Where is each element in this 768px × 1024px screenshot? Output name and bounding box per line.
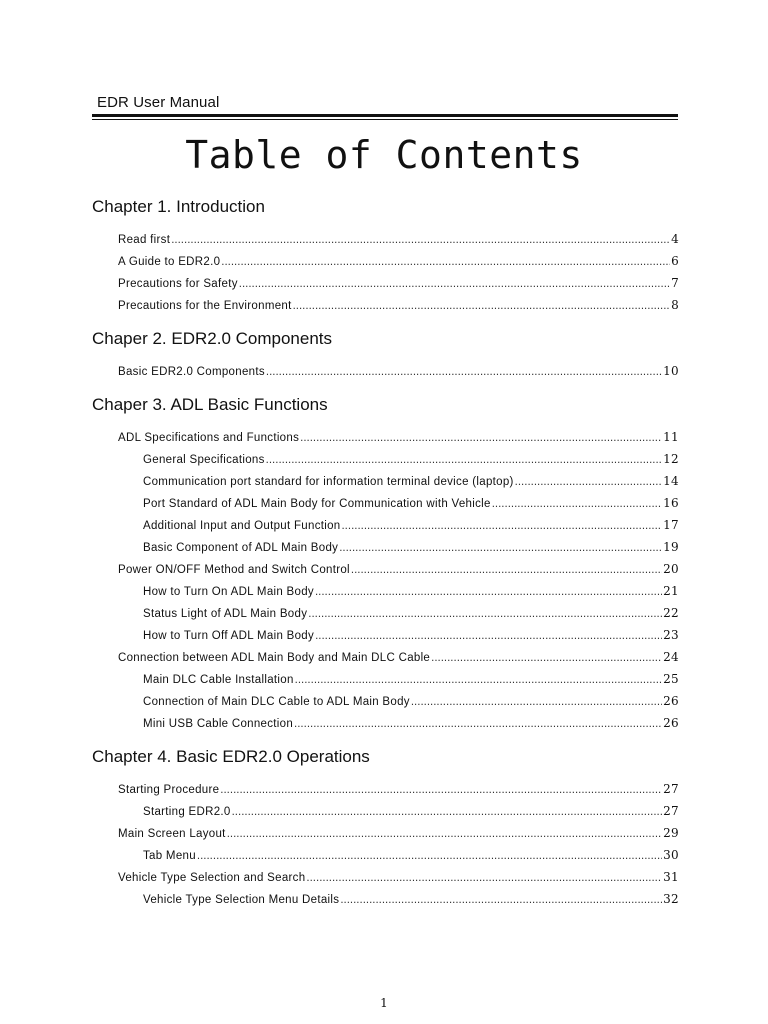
toc-entry-page: 4 xyxy=(671,232,679,246)
dot-leader xyxy=(351,559,662,581)
toc-entry[interactable] xyxy=(92,492,679,514)
toc-entry-title: Starting Procedure xyxy=(118,784,220,796)
toc-entry[interactable] xyxy=(92,250,679,272)
dot-leader xyxy=(339,537,662,559)
dot-leader xyxy=(431,647,662,669)
toc-entry-page: 31 xyxy=(663,870,679,884)
table-of-contents xyxy=(92,196,679,922)
toc-entry-title: Main DLC Cable Installation xyxy=(143,674,294,686)
toc-entry-page: 19 xyxy=(663,540,679,554)
toc-entry[interactable] xyxy=(92,448,679,470)
toc-entry[interactable] xyxy=(92,822,679,844)
toc-entry-page: 25 xyxy=(663,672,679,686)
toc-entry-page: 17 xyxy=(663,518,679,532)
toc-entry[interactable] xyxy=(92,470,679,492)
toc-entry-title: Port Standard of ADL Main Body for Communication with Vehicle xyxy=(143,498,491,510)
dot-leader xyxy=(220,779,662,801)
dot-leader xyxy=(340,889,662,911)
dot-leader xyxy=(232,801,663,823)
toc-chapter xyxy=(92,328,679,382)
toc-entry-title: Power ON/OFF Method and Switch Control xyxy=(118,564,350,576)
toc-entry-page: 26 xyxy=(663,716,679,730)
toc-entry-title: Basic Component of ADL Main Body xyxy=(143,542,339,554)
toc-entry[interactable] xyxy=(92,690,679,712)
toc-entry-page: 16 xyxy=(663,496,679,510)
dot-leader xyxy=(315,625,662,647)
toc-entry[interactable] xyxy=(92,294,679,316)
toc-entry[interactable] xyxy=(92,844,679,866)
dot-leader xyxy=(227,823,662,845)
toc-entry[interactable] xyxy=(92,602,679,624)
dot-leader xyxy=(294,713,662,735)
toc-entry-page: 10 xyxy=(663,364,679,378)
toc-entry-title: Main Screen Layout xyxy=(118,828,226,840)
dot-leader xyxy=(295,669,662,691)
toc-entry-page: 32 xyxy=(663,892,679,906)
toc-entry-title: Connection of Main DLC Cable to ADL Main Body xyxy=(143,696,410,708)
toc-entry-page: 27 xyxy=(663,782,679,796)
toc-entry[interactable] xyxy=(92,558,679,580)
toc-entry-page: 23 xyxy=(663,628,679,642)
toc-entry-page: 29 xyxy=(663,826,679,840)
toc-entry[interactable] xyxy=(92,514,679,536)
toc-entry-page: 24 xyxy=(663,650,679,664)
toc-entry-page: 7 xyxy=(671,276,679,290)
toc-entry-title: A Guide to EDR2.0 xyxy=(118,256,221,268)
dot-leader xyxy=(197,845,662,867)
dot-leader xyxy=(341,515,662,537)
toc-entry-title: Communication port standard for information terminal device (laptop) xyxy=(143,476,514,488)
toc-entry-page: 14 xyxy=(663,474,679,488)
toc-entry[interactable] xyxy=(92,800,679,822)
toc-entry[interactable] xyxy=(92,668,679,690)
chapter-heading[interactable]: Chaper 3. ADL Basic Functions xyxy=(92,395,328,414)
toc-entry-title: How to Turn Off ADL Main Body xyxy=(143,630,315,642)
dot-leader xyxy=(515,471,662,493)
dot-leader xyxy=(492,493,662,515)
dot-leader xyxy=(315,581,662,603)
page-number: 1 xyxy=(380,996,388,1010)
toc-entry-title: Vehicle Type Selection and Search xyxy=(118,872,306,884)
toc-entry[interactable] xyxy=(92,360,679,382)
toc-entry-title: Status Light of ADL Main Body xyxy=(143,608,308,620)
toc-entry-page: 12 xyxy=(663,452,679,466)
toc-entry-title: ADL Specifications and Functions xyxy=(118,432,300,444)
toc-entry[interactable] xyxy=(92,866,679,888)
toc-entry-title: Vehicle Type Selection Menu Details xyxy=(143,894,340,906)
toc-entry[interactable] xyxy=(92,624,679,646)
page-title: Table of Contents xyxy=(185,133,583,177)
dot-leader xyxy=(306,867,662,889)
toc-entry-page: 26 xyxy=(663,694,679,708)
toc-entry[interactable] xyxy=(92,778,679,800)
toc-entry-title: Basic EDR2.0 Components xyxy=(118,366,265,378)
toc-entry-title: Precautions for the Environment xyxy=(118,300,292,312)
toc-entry-title: Starting EDR2.0 xyxy=(143,806,231,818)
toc-chapter xyxy=(92,746,679,910)
toc-entry[interactable] xyxy=(92,712,679,734)
toc-entry-title: Additional Input and Output Function xyxy=(143,520,341,532)
dot-leader xyxy=(239,273,670,295)
running-header: EDR User Manual xyxy=(97,94,220,111)
toc-entry-title: Connection between ADL Main Body and Main DLC Cable xyxy=(118,652,431,664)
chapter-heading[interactable]: Chapter 4. Basic EDR2.0 Operations xyxy=(92,747,370,766)
toc-entry[interactable] xyxy=(92,426,679,448)
toc-entry-page: 6 xyxy=(671,254,679,268)
dot-leader xyxy=(411,691,662,713)
toc-entry-page: 11 xyxy=(663,430,679,444)
toc-entry[interactable] xyxy=(92,646,679,668)
dot-leader xyxy=(308,603,662,625)
toc-entry-page: 21 xyxy=(663,584,679,598)
toc-entry-page: 20 xyxy=(663,562,679,576)
toc-entry[interactable] xyxy=(92,888,679,910)
toc-entry-page: 8 xyxy=(671,298,679,312)
toc-entry-title: Read first xyxy=(118,234,171,246)
toc-entry-title: How to Turn On ADL Main Body xyxy=(143,586,314,598)
dot-leader xyxy=(266,361,662,383)
dot-leader xyxy=(266,449,662,471)
dot-leader xyxy=(221,251,670,273)
toc-entry[interactable] xyxy=(92,580,679,602)
toc-entry-title: Tab Menu xyxy=(143,850,196,862)
toc-chapter xyxy=(92,196,679,316)
toc-entry-page: 27 xyxy=(663,804,679,818)
toc-entry-title: Precautions for Safety xyxy=(118,278,238,290)
chapter-heading[interactable]: Chapter 1. Introduction xyxy=(92,197,265,216)
toc-entry-page: 30 xyxy=(663,848,679,862)
toc-entry[interactable] xyxy=(92,272,679,294)
dot-leader xyxy=(300,427,662,449)
header-rule xyxy=(92,114,678,120)
toc-entry[interactable] xyxy=(92,228,679,250)
toc-entry-title: General Specifications xyxy=(143,454,265,466)
toc-chapter xyxy=(92,394,679,734)
dot-leader xyxy=(171,229,670,251)
dot-leader xyxy=(293,295,670,317)
toc-entry[interactable] xyxy=(92,536,679,558)
toc-entry-title: Mini USB Cable Connection xyxy=(143,718,294,730)
toc-entry-page: 22 xyxy=(663,606,679,620)
chapter-heading[interactable]: Chaper 2. EDR2.0 Components xyxy=(92,329,333,348)
